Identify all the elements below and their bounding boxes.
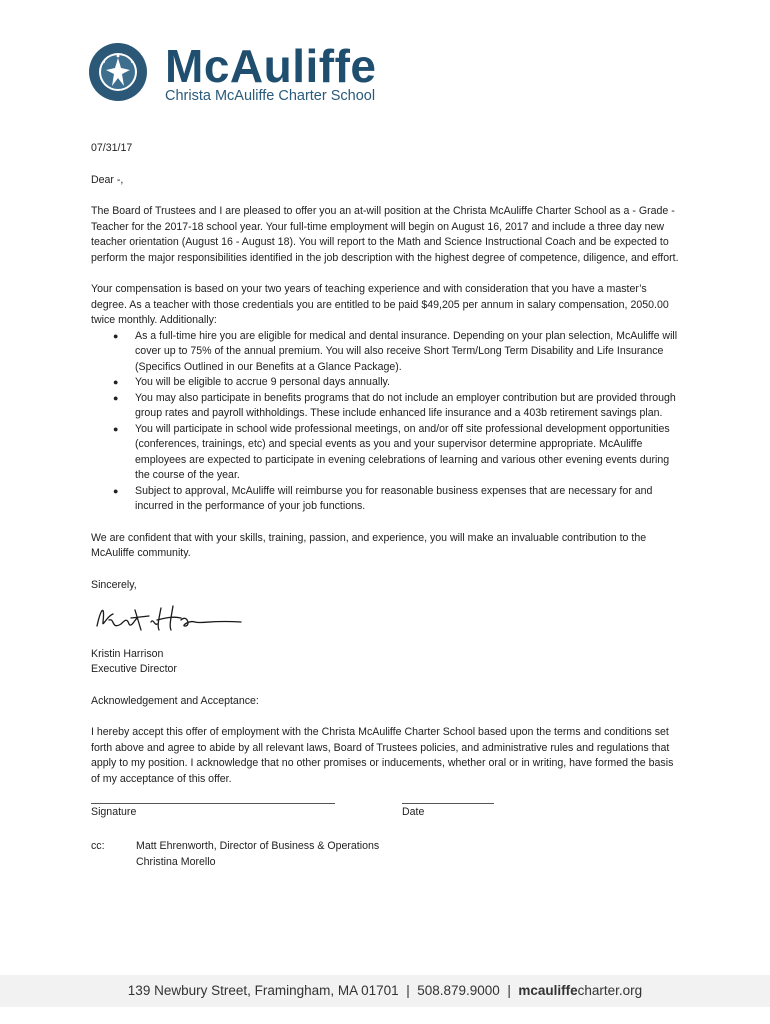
list-item: ● You will be eligible to accrue 9 personal days annually. bbox=[91, 375, 683, 391]
date-line[interactable] bbox=[402, 791, 494, 804]
closing: Sincerely, bbox=[91, 578, 137, 591]
brand-name: McAuliffe bbox=[165, 40, 377, 92]
domain-rest: charter.org bbox=[577, 983, 643, 998]
benefits-list bbox=[91, 329, 683, 515]
greeting: Dear -, bbox=[91, 173, 124, 186]
list-item: ● Subject to approval, McAuliffe will reimburse you for reasonable business expenses that are necessary for and incurred in the performance of your job functions. bbox=[91, 484, 683, 515]
cc-block bbox=[91, 839, 683, 870]
footer-address: 139 Newbury Street, Framingham, MA 01701 bbox=[127, 983, 399, 998]
acknowledgement-heading: Acknowledgement and Acceptance: bbox=[91, 694, 259, 707]
footer-separator: | bbox=[507, 983, 511, 998]
footer bbox=[0, 975, 770, 1007]
signature-line[interactable] bbox=[91, 791, 335, 804]
cc-names bbox=[136, 839, 683, 870]
letterhead bbox=[88, 40, 388, 110]
footer-phone: 508.879.9000 bbox=[417, 983, 500, 998]
list-item: ● As a full-time hire you are eligible for medical and dental insurance. Depending on your plan selection, McAuliffe will cover up to 75% of the annual premium. You will also receive Short Term/Long Term Disability and Life Insurance (Specifics Outlined in our Benefits at a Glance Package). bbox=[91, 329, 683, 376]
signer-title: Executive Director bbox=[91, 663, 177, 675]
handwritten-signature bbox=[91, 595, 251, 637]
cc-label: cc: bbox=[91, 840, 105, 852]
footer-website-link[interactable] bbox=[518, 983, 642, 998]
cc-name: Christina Morello bbox=[136, 855, 216, 868]
footer-separator: | bbox=[406, 983, 410, 998]
compensation-paragraph: Your compensation is based on your two years of teaching experience and with consideration that you have a master’s degree. As a teacher with those credentials you are entitled to be paid $49,205 per annum in salary compensation, 2050.00 twice monthly. Additionally: bbox=[91, 283, 669, 326]
signature-label: Signature bbox=[91, 806, 137, 818]
list-item: ● You may also participate in benefits programs that do not include an employer contribution but are provided through group rates and payroll withholdings. These include enhanced life insurance and a 403b retirement savings plan. bbox=[91, 391, 683, 422]
school-seal-logo bbox=[88, 42, 148, 102]
closing-paragraph: We are confident that with your skills, training, passion, and experience, you will make an invaluable contribution to the McAuliffe community. bbox=[91, 531, 647, 559]
signer-name: Kristin Harrison bbox=[91, 647, 164, 660]
offer-paragraph: The Board of Trustees and I are pleased to offer you an at-will position at the Christa McAuliffe Charter School as a - Grade - Teacher for the 2017-18 school year. Your full-time employment will begin on August 16, 2017 and include a three day new teacher orientation (August 16 - August 18). You will report to the Math and Science Instructional Coach and be expected to perform the major responsibilities identified in the job description with the highest degree of competence, diligence, and effort. bbox=[91, 205, 679, 264]
acknowledgement-text: I hereby accept this offer of employment with the Christa McAuliffe Charter School based upon the terms and conditions set forth above and agree to abide by all relevant laws, Board of Trustees policies, and administrative rules and regulations that apply to my position. I acknowledge that no other promises or inducements, whether oral or in writing, have formed the basis of my acceptance of this offer. bbox=[91, 726, 674, 785]
brand-subtitle: Christa McAuliffe Charter School bbox=[165, 88, 376, 104]
letter-body bbox=[91, 141, 683, 870]
date-label: Date bbox=[402, 806, 425, 818]
domain-bold: mcauliffe bbox=[518, 983, 578, 998]
signature-lines bbox=[91, 791, 683, 823]
letter-date: 07/31/17 bbox=[91, 142, 133, 154]
list-item: ● You will participate in school wide professional meetings, on and/or off site professional development opportunities (conferences, trainings, etc) and special events as you and your supervisor determine appropriate. McAuliffe employees are expected to participate in evening celebrations of learning and various other evening events during the course of the year. bbox=[91, 422, 683, 484]
cc-name: Matt Ehrenworth, Director of Business & Operations bbox=[136, 840, 380, 852]
